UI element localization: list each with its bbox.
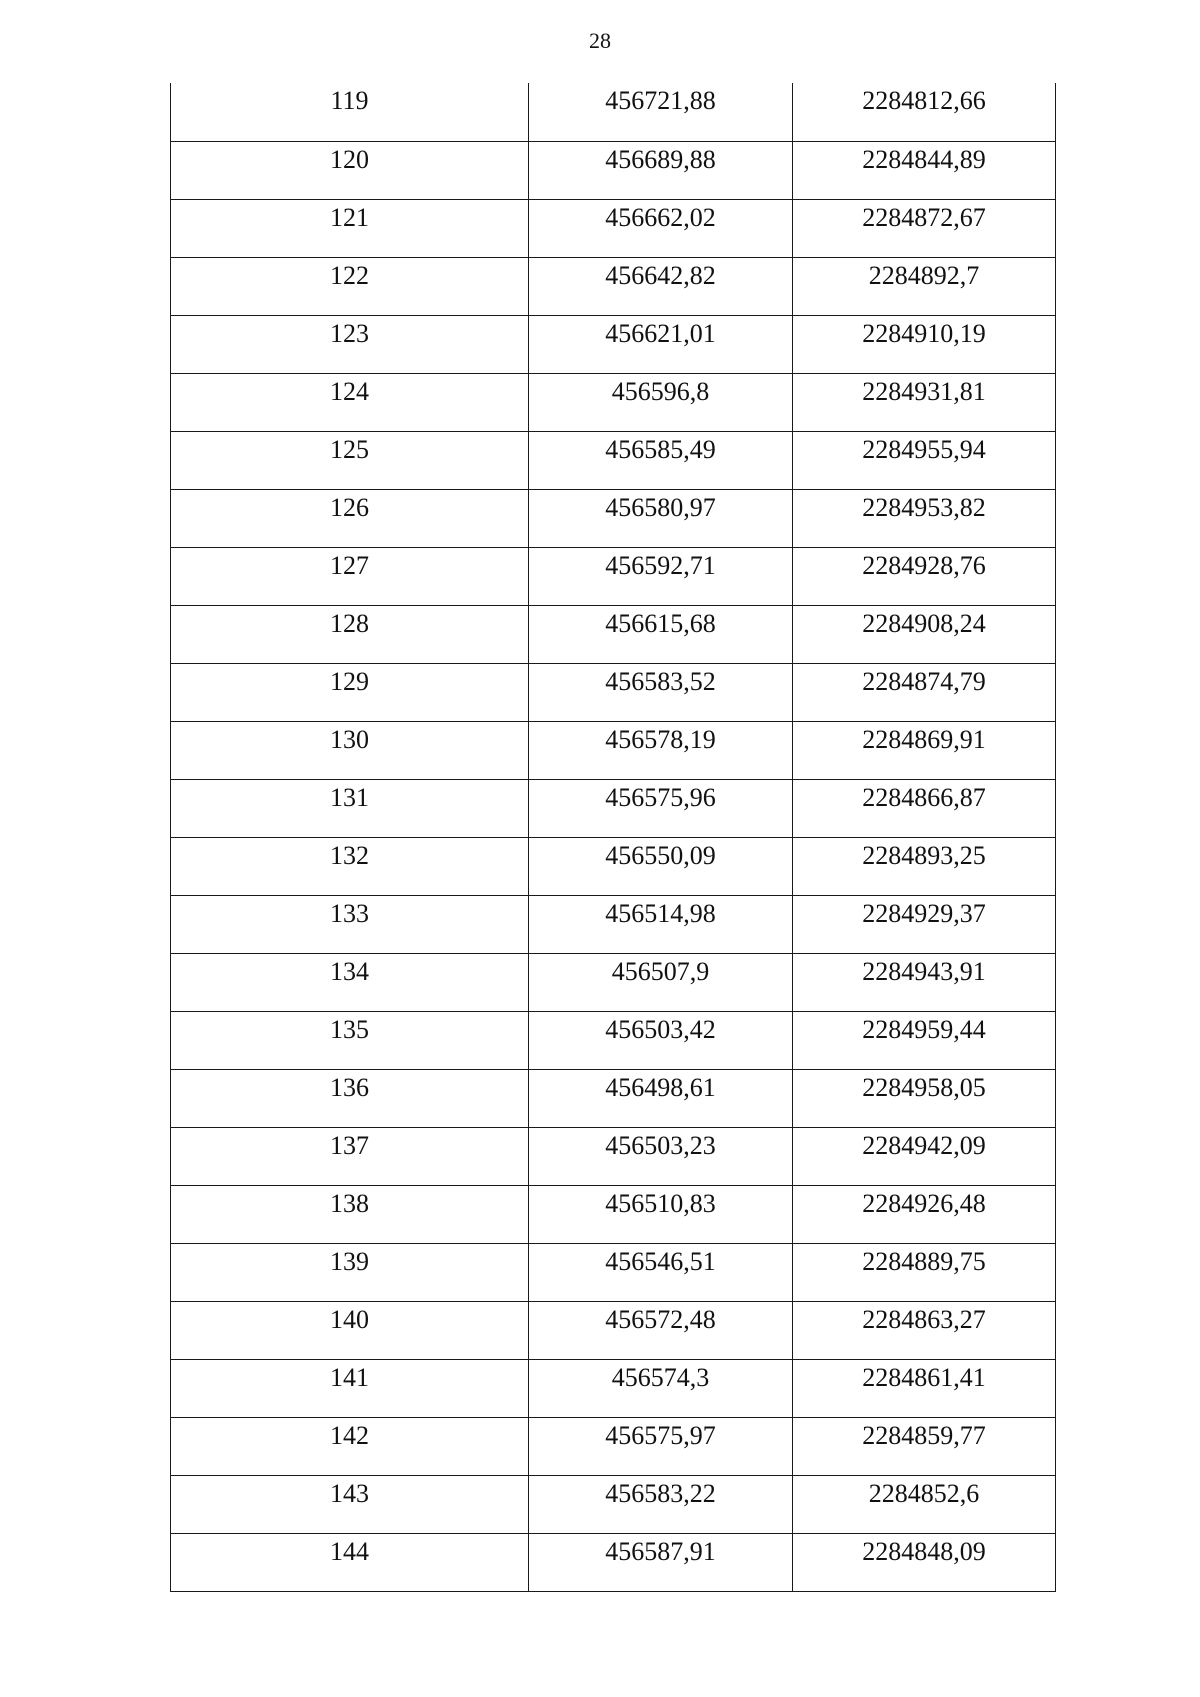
x-coordinate-cell (529, 1359, 793, 1417)
y-coordinate-cell (793, 315, 1056, 373)
cell-value: 135 (330, 1014, 369, 1044)
point-number-cell (171, 199, 529, 257)
x-coordinate-cell (529, 721, 793, 779)
point-number-cell (171, 1301, 529, 1359)
y-coordinate-cell (793, 779, 1056, 837)
point-number-cell (171, 373, 529, 431)
y-coordinate-cell (793, 1185, 1056, 1243)
point-number-cell (171, 489, 529, 547)
cell-value: 456575,97 (605, 1420, 716, 1450)
y-coordinate-cell (793, 1359, 1056, 1417)
x-coordinate-cell (529, 895, 793, 953)
table-row (171, 315, 1056, 373)
coordinates-table (170, 83, 1056, 1592)
cell-value: 131 (330, 782, 369, 812)
cell-value: 130 (330, 724, 369, 754)
cell-value: 123 (330, 318, 369, 348)
cell-value: 2284866,87 (862, 782, 986, 812)
cell-value: 2284955,94 (862, 434, 986, 464)
table-row (171, 837, 1056, 895)
cell-value: 456585,49 (605, 434, 716, 464)
cell-value: 456583,22 (605, 1478, 716, 1508)
y-coordinate-cell (793, 1069, 1056, 1127)
y-coordinate-cell (793, 1417, 1056, 1475)
cell-value: 456578,19 (605, 724, 716, 754)
x-coordinate-cell (529, 663, 793, 721)
point-number-cell (171, 1127, 529, 1185)
x-coordinate-cell (529, 1011, 793, 1069)
table-row (171, 431, 1056, 489)
cell-value: 456507,9 (611, 956, 710, 986)
y-coordinate-cell (793, 605, 1056, 663)
y-coordinate-cell (793, 373, 1056, 431)
cell-value: 456510,83 (605, 1188, 716, 1218)
x-coordinate-cell (529, 1533, 793, 1591)
cell-value: 2284869,91 (862, 724, 986, 754)
point-number-cell (171, 83, 529, 141)
cell-value: 2284889,75 (862, 1246, 986, 1276)
y-coordinate-cell (793, 547, 1056, 605)
y-coordinate-cell (793, 199, 1056, 257)
cell-value: 456503,23 (605, 1130, 716, 1160)
table-row (171, 257, 1056, 315)
y-coordinate-cell (793, 1533, 1056, 1591)
x-coordinate-cell (529, 837, 793, 895)
cell-value: 120 (330, 144, 369, 174)
cell-value: 132 (330, 840, 369, 870)
cell-value: 2284848,09 (862, 1536, 986, 1566)
x-coordinate-cell (529, 199, 793, 257)
point-number-cell (171, 663, 529, 721)
y-coordinate-cell (793, 83, 1056, 141)
cell-value: 138 (330, 1188, 369, 1218)
point-number-cell (171, 315, 529, 373)
cell-value: 456615,68 (605, 608, 716, 638)
cell-value: 456546,51 (605, 1246, 716, 1276)
y-coordinate-cell (793, 1475, 1056, 1533)
cell-value: 140 (330, 1304, 369, 1334)
cell-value: 125 (330, 434, 369, 464)
cell-value: 127 (330, 550, 369, 580)
point-number-cell (171, 1417, 529, 1475)
cell-value: 456503,42 (605, 1014, 716, 1044)
cell-value: 456583,52 (605, 666, 716, 696)
point-number-cell (171, 721, 529, 779)
cell-value: 2284844,89 (862, 144, 986, 174)
y-coordinate-cell (793, 953, 1056, 1011)
table-row (171, 895, 1056, 953)
x-coordinate-cell (529, 315, 793, 373)
x-coordinate-cell (529, 779, 793, 837)
cell-value: 2284859,77 (862, 1420, 986, 1450)
y-coordinate-cell (793, 431, 1056, 489)
x-coordinate-cell (529, 141, 793, 199)
table-row (171, 779, 1056, 837)
cell-value: 456596,8 (611, 376, 710, 406)
x-coordinate-cell (529, 547, 793, 605)
table-row (171, 489, 1056, 547)
table-row (171, 1533, 1056, 1591)
cell-value: 2284926,48 (862, 1188, 986, 1218)
table-row (171, 1243, 1056, 1301)
point-number-cell (171, 953, 529, 1011)
cell-value: 2284942,09 (862, 1130, 986, 1160)
cell-value: 2284908,24 (862, 608, 986, 638)
x-coordinate-cell (529, 1127, 793, 1185)
x-coordinate-cell (529, 83, 793, 141)
cell-value: 2284893,25 (862, 840, 986, 870)
table-row (171, 663, 1056, 721)
point-number-cell (171, 779, 529, 837)
cell-value: 2284863,27 (862, 1304, 986, 1334)
table-row (171, 373, 1056, 431)
cell-value: 456592,71 (605, 550, 716, 580)
point-number-cell (171, 1359, 529, 1417)
cell-value: 456514,98 (605, 898, 716, 928)
y-coordinate-cell (793, 257, 1056, 315)
point-number-cell (171, 431, 529, 489)
cell-value: 121 (330, 202, 369, 232)
coordinates-table-body (171, 83, 1056, 1591)
x-coordinate-cell (529, 1301, 793, 1359)
cell-value: 2284892,7 (868, 260, 980, 290)
cell-value: 2284861,41 (862, 1362, 986, 1392)
table-row (171, 1185, 1056, 1243)
table-row (171, 1011, 1056, 1069)
cell-value: 456574,3 (611, 1362, 710, 1392)
y-coordinate-cell (793, 1243, 1056, 1301)
cell-value: 2284959,44 (862, 1014, 986, 1044)
x-coordinate-cell (529, 1185, 793, 1243)
cell-value: 141 (330, 1362, 369, 1392)
cell-value: 2284910,19 (862, 318, 986, 348)
cell-value: 456621,01 (605, 318, 716, 348)
y-coordinate-cell (793, 1301, 1056, 1359)
y-coordinate-cell (793, 1011, 1056, 1069)
table-row (171, 141, 1056, 199)
cell-value: 126 (330, 492, 369, 522)
x-coordinate-cell (529, 953, 793, 1011)
cell-value: 2284928,76 (862, 550, 986, 580)
cell-value: 136 (330, 1072, 369, 1102)
cell-value: 128 (330, 608, 369, 638)
cell-value: 2284943,91 (862, 956, 986, 986)
cell-value: 2284931,81 (862, 376, 986, 406)
table-row (171, 1475, 1056, 1533)
cell-value: 2284958,05 (862, 1072, 986, 1102)
point-number-cell (171, 1011, 529, 1069)
point-number-cell (171, 1069, 529, 1127)
table-row (171, 83, 1056, 141)
cell-value: 133 (330, 898, 369, 928)
point-number-cell (171, 1475, 529, 1533)
point-number-cell (171, 1533, 529, 1591)
table-row (171, 721, 1056, 779)
table-row (171, 1359, 1056, 1417)
y-coordinate-cell (793, 1127, 1056, 1185)
table-row (171, 1069, 1056, 1127)
point-number-cell (171, 837, 529, 895)
x-coordinate-cell (529, 257, 793, 315)
y-coordinate-cell (793, 837, 1056, 895)
y-coordinate-cell (793, 489, 1056, 547)
y-coordinate-cell (793, 895, 1056, 953)
cell-value: 456662,02 (605, 202, 716, 232)
cell-value: 456550,09 (605, 840, 716, 870)
table-row (171, 1301, 1056, 1359)
x-coordinate-cell (529, 431, 793, 489)
table-row (171, 1417, 1056, 1475)
cell-value: 456721,88 (605, 86, 716, 115)
cell-value: 142 (330, 1420, 369, 1450)
cell-value: 2284812,66 (862, 86, 986, 115)
y-coordinate-cell (793, 721, 1056, 779)
cell-value: 2284953,82 (862, 492, 986, 522)
point-number-cell (171, 605, 529, 663)
point-number-cell (171, 1185, 529, 1243)
point-number-cell (171, 895, 529, 953)
table-row (171, 547, 1056, 605)
x-coordinate-cell (529, 1417, 793, 1475)
cell-value: 134 (330, 956, 369, 986)
point-number-cell (171, 547, 529, 605)
page-number: 28 (589, 28, 611, 53)
cell-value: 119 (330, 86, 369, 115)
cell-value: 122 (330, 260, 369, 290)
cell-value: 137 (330, 1130, 369, 1160)
x-coordinate-cell (529, 1475, 793, 1533)
cell-value: 456642,82 (605, 260, 716, 290)
cell-value: 2284852,6 (868, 1478, 980, 1508)
cell-value: 144 (330, 1536, 369, 1566)
cell-value: 143 (330, 1478, 369, 1508)
x-coordinate-cell (529, 1243, 793, 1301)
point-number-cell (171, 257, 529, 315)
table-row (171, 605, 1056, 663)
cell-value: 456580,97 (605, 492, 716, 522)
cell-value: 2284872,67 (862, 202, 986, 232)
cell-value: 456575,96 (605, 782, 716, 812)
cell-value: 124 (330, 376, 369, 406)
table-row (171, 1127, 1056, 1185)
x-coordinate-cell (529, 489, 793, 547)
cell-value: 139 (330, 1246, 369, 1276)
y-coordinate-cell (793, 663, 1056, 721)
cell-value: 2284874,79 (862, 666, 986, 696)
cell-value: 129 (330, 666, 369, 696)
y-coordinate-cell (793, 141, 1056, 199)
cell-value: 456498,61 (605, 1072, 716, 1102)
x-coordinate-cell (529, 605, 793, 663)
cell-value: 456689,88 (605, 144, 716, 174)
cell-value: 456572,48 (605, 1304, 716, 1334)
table-row (171, 953, 1056, 1011)
cell-value: 2284929,37 (862, 898, 986, 928)
cell-value: 456587,91 (605, 1536, 716, 1566)
x-coordinate-cell (529, 1069, 793, 1127)
x-coordinate-cell (529, 373, 793, 431)
point-number-cell (171, 1243, 529, 1301)
point-number-cell (171, 141, 529, 199)
table-row (171, 199, 1056, 257)
